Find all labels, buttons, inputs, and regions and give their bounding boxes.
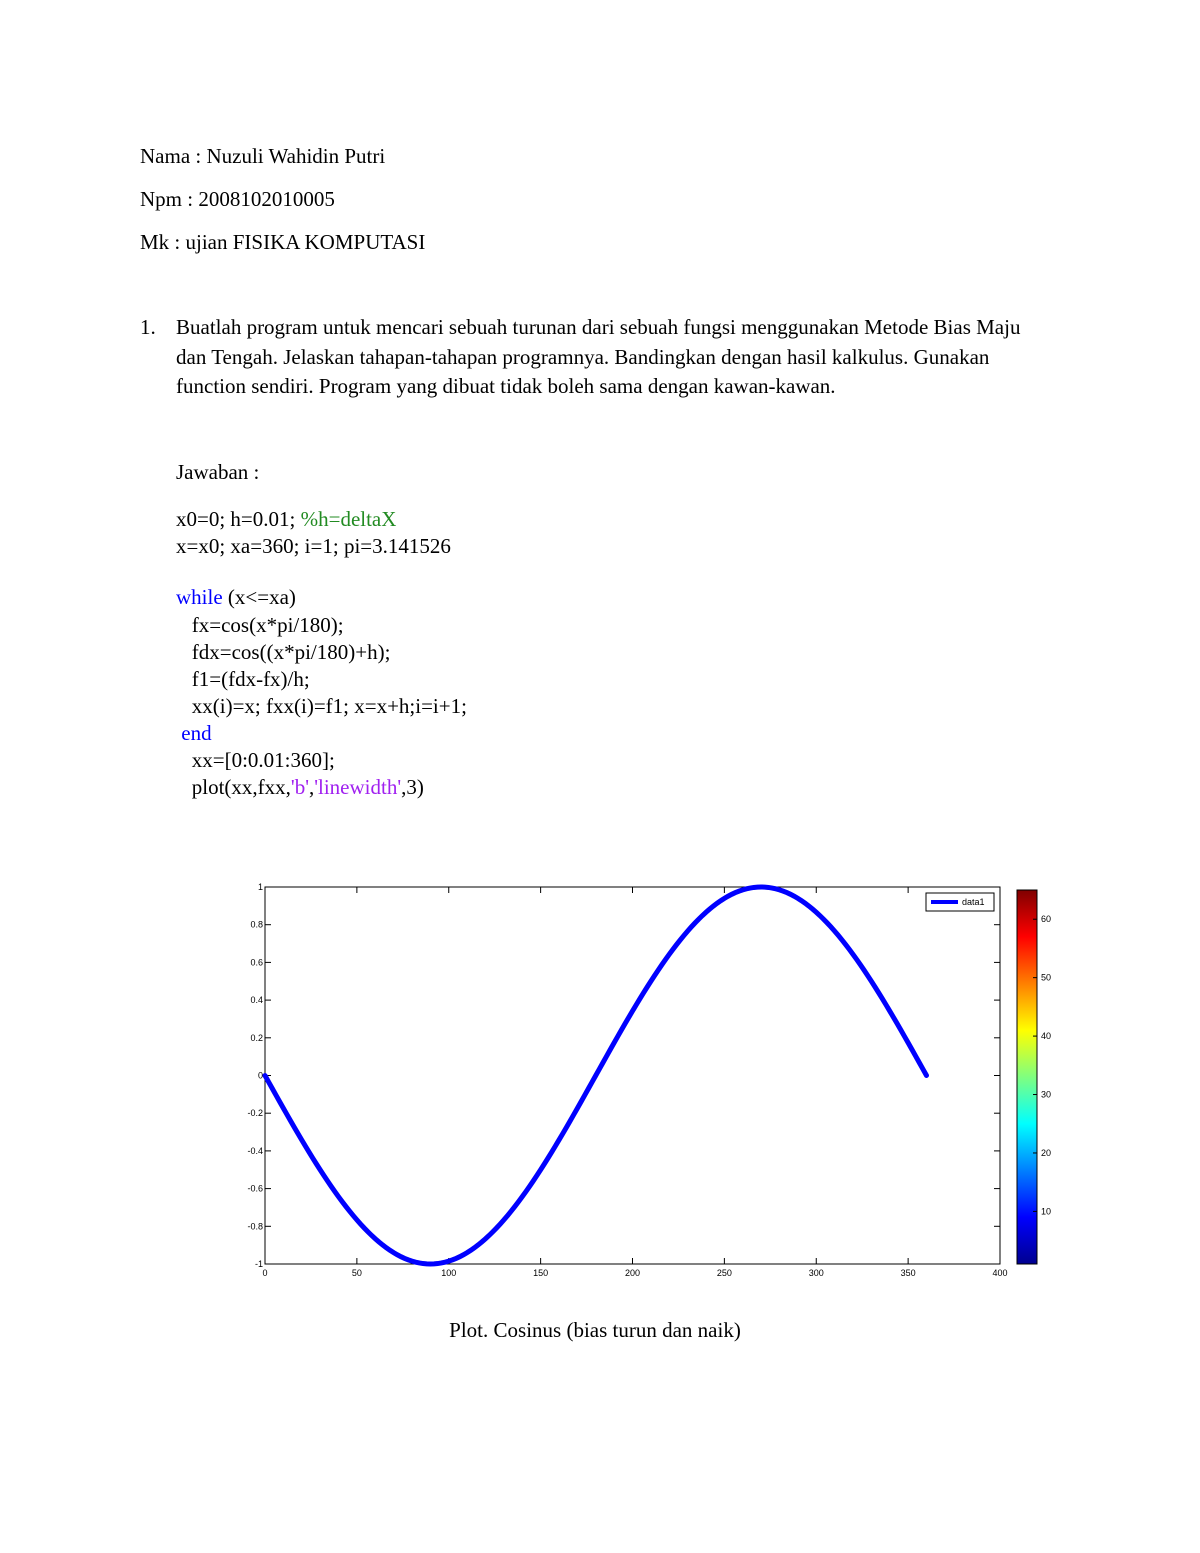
y-tick-label: 0.2 <box>250 1032 263 1043</box>
y-tick-label: 0 <box>257 1070 263 1081</box>
y-tick-label: 1 <box>257 882 263 892</box>
code-line-6: f1=(fdx-fx)/h; <box>176 667 310 691</box>
x-tick-label: 200 <box>624 1268 641 1278</box>
cosine-plot-figure <box>236 878 1056 1288</box>
code-line-10 <box>176 774 424 801</box>
y-tick-label: -0.6 <box>247 1183 263 1194</box>
colorbar-tick-label: 60 <box>1041 914 1052 925</box>
colorbar-tick-label: 50 <box>1041 972 1052 983</box>
y-tick-label: 0.6 <box>250 957 263 968</box>
code-text: x0=0; h=0.01; <box>176 507 301 531</box>
code-string: 'b' <box>290 775 309 799</box>
code-string: 'linewidth' <box>314 775 402 799</box>
colorbar-tick-label: 10 <box>1041 1206 1052 1217</box>
y-tick-label: -0.4 <box>247 1145 263 1156</box>
answer-label: Jawaban : <box>176 460 260 484</box>
x-tick-label: 150 <box>533 1268 549 1278</box>
colorbar-tick-label: 20 <box>1041 1147 1052 1158</box>
y-tick-label: -0.2 <box>247 1108 263 1119</box>
course-name: Mk : ujian FISIKA KOMPUTASI <box>140 230 426 254</box>
code-line-9: xx=[0:0.01:360]; <box>176 748 335 772</box>
code-comment: %h=deltaX <box>300 507 397 531</box>
code-text: (x<=xa) <box>222 585 296 609</box>
code-keyword: while <box>176 585 223 609</box>
student-name: Nama : Nuzuli Wahidin Putri <box>140 144 386 168</box>
code-line-4: fx=cos(x*pi/180); <box>176 613 344 637</box>
colorbar-tick-label: 30 <box>1041 1089 1052 1100</box>
y-tick-label: 0.8 <box>250 919 263 930</box>
code-line-7: xx(i)=x; fxx(i)=f1; x=x+h;i=i+1; <box>176 694 467 718</box>
colorbar <box>1017 890 1037 1264</box>
x-tick-label: 250 <box>716 1268 732 1278</box>
y-tick-label: 0.4 <box>250 995 263 1006</box>
code-line-3 <box>176 584 296 611</box>
colorbar-tick-label: 40 <box>1041 1031 1052 1042</box>
student-npm: Npm : 2008102010005 <box>140 187 335 211</box>
code-line-8: end <box>176 721 212 745</box>
question-number: 1. <box>140 315 156 339</box>
code-text: ,3) <box>401 775 424 799</box>
code-line-1 <box>176 506 396 533</box>
code-text: plot(xx,fxx, <box>176 775 291 799</box>
question-text: Buatlah program untuk mencari sebuah turunan dari sebuah fungsi menggunakan Metode Bias Maju dan Tengah. Jelaskan tahapan-tahapan programnya. Bandingkan dengan hasil kalkulus. Gunakan function sendiri. Program yang dibuat tidak boleh sama dengan kawan-kawan. <box>176 315 1021 398</box>
x-tick-label: 300 <box>808 1268 824 1278</box>
code-text: , <box>308 775 315 799</box>
x-tick-label: 350 <box>900 1268 916 1278</box>
legend-label: data1 <box>962 897 985 907</box>
x-tick-label: 100 <box>441 1268 457 1278</box>
code-line-5: fdx=cos((x*pi/180)+h); <box>176 640 391 664</box>
x-tick-label: 0 <box>262 1268 268 1278</box>
plot-frame <box>265 887 1000 1264</box>
x-tick-label: 50 <box>351 1268 362 1278</box>
x-tick-label: 400 <box>992 1268 1008 1278</box>
y-tick-label: -0.8 <box>247 1221 263 1232</box>
y-tick-label: -1 <box>254 1259 263 1269</box>
figure-caption: Plot. Cosinus (bias turun dan naik) <box>449 1318 741 1342</box>
code-line-2: x=x0; xa=360; i=1; pi=3.141526 <box>176 534 451 558</box>
